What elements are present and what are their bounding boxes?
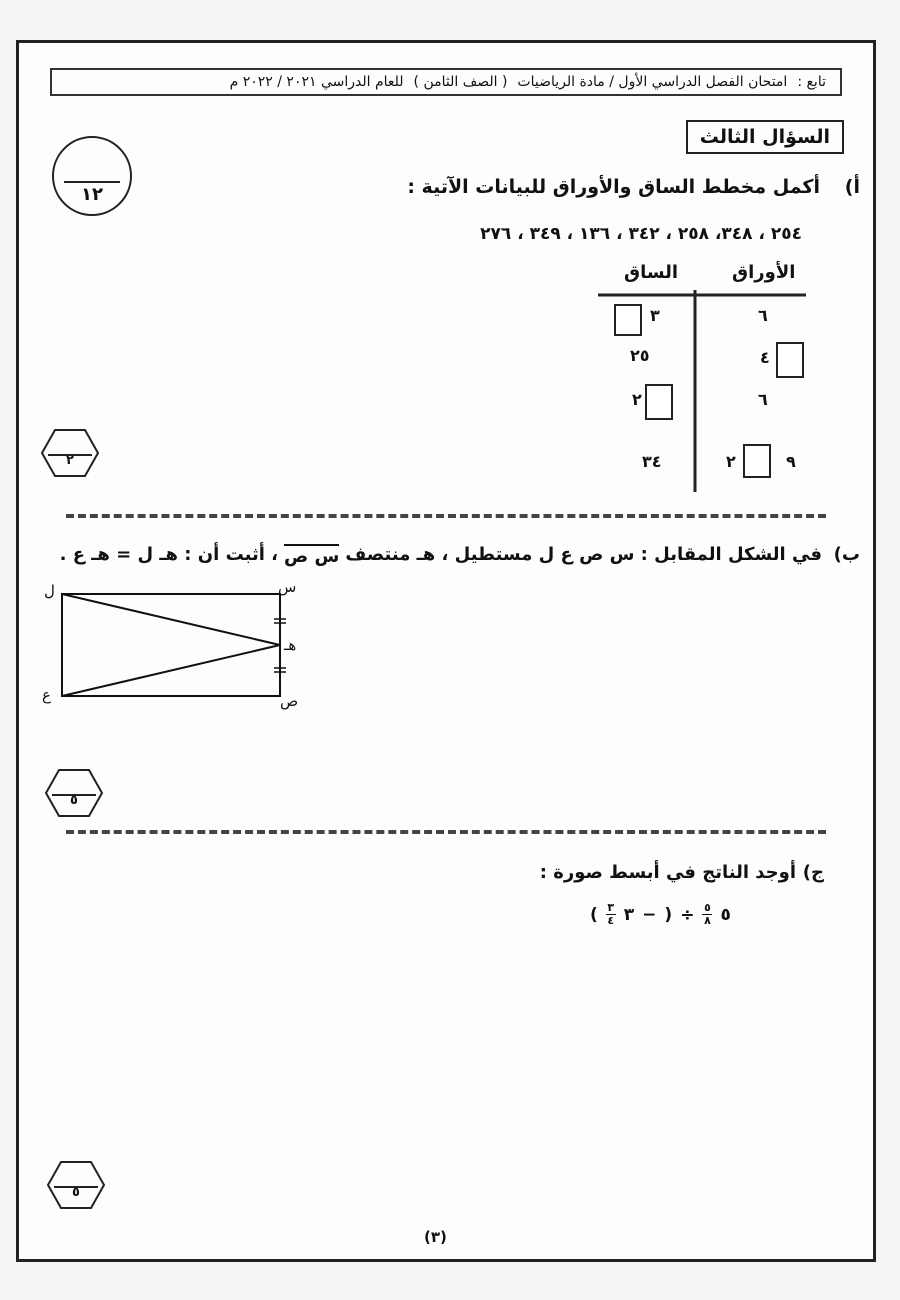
part-b-prove: ، أثبت أن : هـ ل = هـ ع . bbox=[59, 544, 279, 565]
point-label-s: س bbox=[278, 578, 297, 596]
section-divider bbox=[66, 830, 826, 834]
part-c-label: ج) bbox=[802, 862, 824, 883]
part-b-label: ب) bbox=[833, 544, 860, 565]
leaf-value: ٦ bbox=[758, 390, 768, 409]
score-line bbox=[64, 181, 120, 183]
exam-header bbox=[50, 68, 842, 96]
point-label-a: ع bbox=[42, 686, 51, 704]
stem-value: ٢٥ bbox=[630, 346, 650, 365]
paren-close: ) bbox=[590, 904, 598, 925]
fraction-2 bbox=[606, 902, 616, 927]
stem-blank-2[interactable] bbox=[645, 384, 673, 420]
point-label-l: ل bbox=[44, 582, 55, 600]
part-b-instruction: في الشكل المقابل : س ص ع ل مستطيل ، هـ منتصف bbox=[345, 544, 822, 565]
part-a-instruction: أكمل مخطط الساق والأوراق للبيانات الآتية : bbox=[407, 176, 820, 198]
header-year: للعام الدراسي ٢٠٢١ / ٢٠٢٢ م bbox=[229, 74, 404, 90]
part-a-score: ٢ bbox=[66, 453, 74, 468]
total-score-circle bbox=[52, 136, 132, 216]
point-label-p: ص bbox=[280, 692, 299, 710]
header-exam: امتحان الفصل الدراسي الأول / مادة الرياضيات bbox=[517, 74, 788, 90]
stem-header: الساق bbox=[624, 262, 679, 283]
leaf-blank-2[interactable] bbox=[743, 444, 771, 478]
point-label-h: هـ bbox=[284, 636, 297, 654]
stem-blank-1[interactable] bbox=[614, 304, 642, 336]
expr-whole-2: ٣ bbox=[623, 904, 635, 925]
header-prefix: تابع : bbox=[797, 74, 826, 90]
fraction-1-denominator: ٨ bbox=[704, 914, 711, 927]
leaf-value: ٤ bbox=[760, 348, 770, 367]
leaf-blank-1[interactable] bbox=[776, 342, 804, 378]
part-b-score-hexagon bbox=[44, 768, 104, 818]
rectangle-figure bbox=[40, 578, 320, 708]
part-c-score-hexagon bbox=[46, 1160, 106, 1210]
segment-hl bbox=[62, 594, 280, 645]
header-grade: ( الصف الثامن ) bbox=[413, 74, 508, 90]
stem-value: ٣٤ bbox=[642, 452, 662, 471]
math-expression bbox=[590, 902, 731, 927]
leaf-value: ٢ bbox=[726, 452, 736, 471]
fraction-1 bbox=[702, 902, 712, 927]
stem-value: ٢ bbox=[632, 390, 642, 409]
section-divider bbox=[66, 514, 826, 518]
leaves-header: الأوراق bbox=[732, 262, 796, 283]
expr-whole-1: ٥ bbox=[720, 904, 731, 925]
leaf-value: ٩ bbox=[786, 452, 796, 471]
rectangle-shape bbox=[62, 594, 280, 696]
minus-sign: − bbox=[642, 904, 657, 925]
part-c-instruction: أوجد الناتج في أبسط صورة : bbox=[539, 862, 796, 883]
page-number: (٣) bbox=[424, 1228, 447, 1246]
part-a-label: أ) bbox=[844, 176, 860, 198]
paren-open: ( bbox=[664, 904, 673, 925]
segment-ha bbox=[62, 645, 280, 696]
question-title: السؤال الثالث bbox=[686, 120, 844, 154]
leaf-value: ٦ bbox=[758, 306, 768, 325]
total-score: ١٢ bbox=[81, 184, 103, 205]
part-a-score-hexagon bbox=[40, 428, 100, 478]
fraction-1-numerator: ٥ bbox=[704, 901, 711, 914]
divide-sign: ÷ bbox=[680, 904, 695, 925]
stem-value: ٣ bbox=[650, 306, 660, 325]
part-c-score: ٥ bbox=[72, 1185, 80, 1200]
segment-overline: س ص bbox=[284, 546, 340, 567]
fraction-2-numerator: ٣ bbox=[607, 901, 615, 914]
part-b-instruction-line bbox=[60, 544, 822, 567]
part-a-data-values: ٢٥٤ ، ٣٤٨، ٢٥٨ ، ٣٤٢ ، ١٣٦ ، ٣٤٩ ، ٢٧٦ bbox=[480, 224, 802, 244]
fraction-2-denominator: ٤ bbox=[607, 914, 615, 927]
part-b-score: ٥ bbox=[70, 793, 78, 808]
